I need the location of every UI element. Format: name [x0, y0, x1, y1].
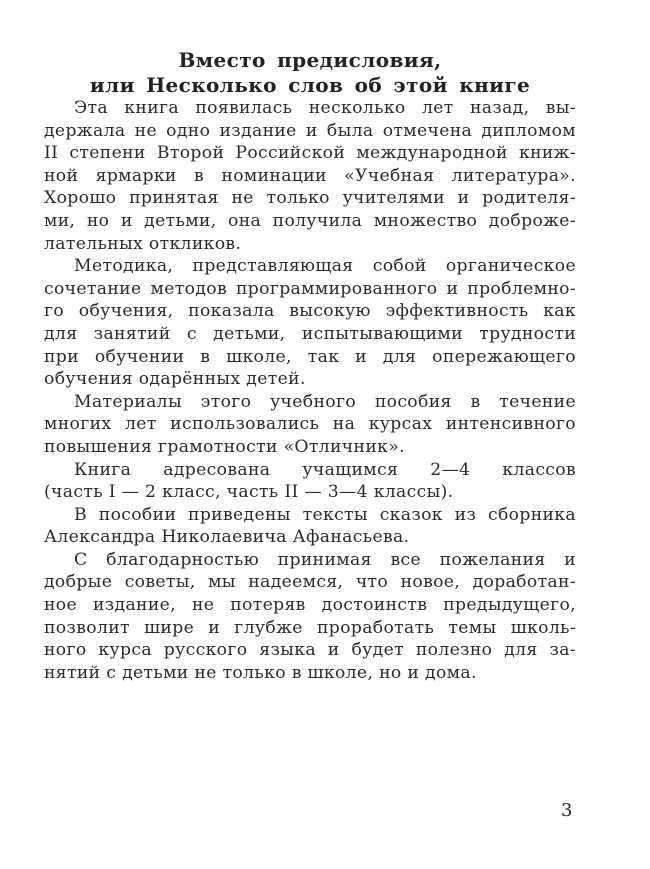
text-line: го обучения, показала высокую эффективность как [44, 301, 576, 322]
page-title [44, 48, 576, 98]
text-line: Материалы этого учебного пособия в течение [74, 391, 576, 412]
text-line: сочетание методов программированного и проблемно- [44, 278, 576, 299]
text-line: для занятий с детьми, испытывающими трудности [44, 323, 576, 344]
text-line: ной ярмарки в номинации «Учебная литература». [44, 165, 576, 186]
text-line: многих лет использовались на курсах интенсивного [44, 414, 576, 435]
paragraph-5 [44, 504, 576, 549]
text-line: при обучении в школе, так и для опережающего [44, 346, 576, 367]
text-line: (часть I — 2 класс, часть II — 3—4 классы). [44, 482, 454, 503]
paragraph-6 [44, 549, 576, 685]
text-line: Александра Николаевича Афанасьева. [44, 527, 410, 548]
text-line: держала не одно издание и была отмечена дипломом [44, 120, 576, 141]
text-line: Книга адресована учащимся 2—4 классов [74, 459, 576, 480]
title-line-1: Вместо предисловия, [178, 48, 442, 72]
text-line: лательных откликов. [44, 233, 242, 254]
paragraph-2 [44, 255, 576, 391]
text-line: нятий с детьми не только в школе, но и дома. [44, 662, 477, 683]
body-text [44, 97, 576, 684]
text-line: ного курса русского языка и будет полезно для за- [44, 640, 576, 661]
paragraph-4 [44, 459, 576, 504]
text-line: ное издание, не потеряв достоинств предыдущего, [44, 595, 576, 616]
text-line: ми, но и детьми, она получила множество доброже- [44, 210, 576, 231]
text-line: добрые советы, мы надеемся, что новое, доработан- [44, 572, 576, 593]
text-line: позволит шире и глубже проработать темы школь- [44, 617, 576, 638]
text-line: В пособии приведены тексты сказок из сборника [74, 504, 576, 525]
paragraph-3 [44, 391, 576, 459]
text-line: Хорошо принятая не только учителями и родителя- [44, 188, 576, 209]
text-line: II степени Второй Российской международной книж- [44, 143, 576, 164]
paragraph-1 [44, 97, 576, 255]
page-number: 3 [561, 800, 573, 821]
text-line: обучения одарённых детей. [44, 369, 306, 390]
title-line-2: или Несколько слов об этой книге [89, 73, 531, 97]
text-line: С благодарностью принимая все пожелания и [74, 549, 576, 570]
text-line: Методика, представляющая собой органическое [74, 256, 576, 277]
text-line: повышения грамотности «Отличник». [44, 436, 405, 457]
text-line: Эта книга появилась несколько лет назад, вы- [74, 98, 576, 118]
